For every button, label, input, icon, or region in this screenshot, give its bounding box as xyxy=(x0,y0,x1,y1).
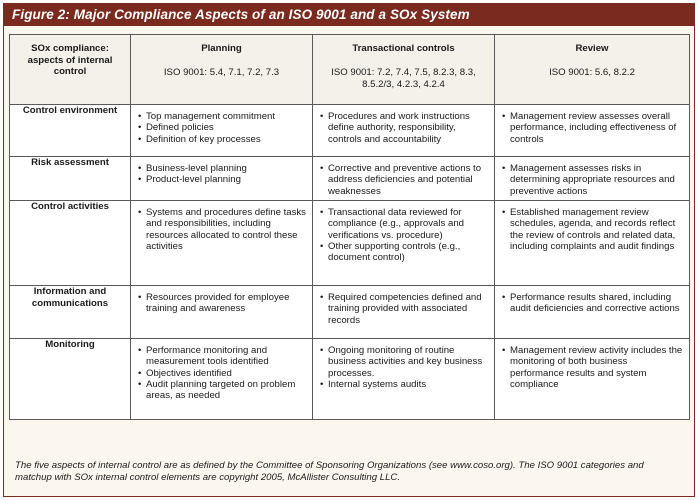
list-item: • Internal systems audits xyxy=(319,379,488,390)
list-item: • Transactional data reviewed for compliance (e.g., approvals and verifications vs. procedure) xyxy=(319,207,488,241)
header-transactional xyxy=(313,35,495,105)
list-item: • Other supporting controls (e.g., document control) xyxy=(319,241,488,264)
column-iso-planning: ISO 9001: 5.4, 7.1, 7.2, 7.3 xyxy=(163,67,280,79)
list-item: • Resources provided for employee training and awareness xyxy=(137,292,306,315)
table-row xyxy=(10,286,690,339)
transactional-cell xyxy=(313,201,495,286)
table-row xyxy=(10,157,690,201)
planning-cell xyxy=(131,339,313,420)
list-item: • Business-level planning xyxy=(137,163,306,174)
table-row xyxy=(10,105,690,157)
list-item: • Performance monitoring and measurement tools identified xyxy=(137,345,306,368)
list-item: • Ongoing monitoring of routine business activities and key business processes. xyxy=(319,345,488,379)
row-label: Risk assessment xyxy=(10,157,131,201)
list-item: • Definition of key processes xyxy=(137,134,306,145)
review-cell xyxy=(495,339,690,420)
header-review xyxy=(495,35,690,105)
list-item: • Performance results shared, including audit deficiencies and corrective actions xyxy=(501,292,683,315)
header-planning xyxy=(131,35,313,105)
row-label: Control environment xyxy=(10,105,131,157)
column-iso-transactional: ISO 9001: 7.2, 7.4, 7.5, 8.2.3, 8.3, 8.5.2/3, 4.2.3, 4.2.4 xyxy=(331,67,476,91)
column-title-transactional: Transactional controls xyxy=(352,43,455,54)
list-item: • Product-level planning xyxy=(137,174,306,185)
transactional-cell xyxy=(313,286,495,339)
header-row-label: SOx compliance: aspects of internal control xyxy=(27,43,113,77)
table-row xyxy=(10,339,690,420)
list-item: • Procedures and work instructions define authority, responsibility, controls and accountability xyxy=(319,111,488,145)
row-label: Control activities xyxy=(10,201,131,286)
column-iso-review: ISO 9001: 5.6, 8.2.2 xyxy=(549,67,635,79)
review-cell xyxy=(495,201,690,286)
column-title-review: Review xyxy=(575,43,609,54)
table-row xyxy=(10,201,690,286)
column-title-planning: Planning xyxy=(201,43,242,54)
table-header-row xyxy=(10,35,690,105)
planning-cell xyxy=(131,105,313,157)
list-item: • Systems and procedures define tasks and responsibilities, including resources allocated to control these activities xyxy=(137,207,306,252)
list-item: • Top management commitment xyxy=(137,111,306,122)
list-item: • Management assesses risks in determining appropriate resources and preventive actions xyxy=(501,163,683,197)
header-row-label-cell xyxy=(10,35,131,105)
figure-title: Figure 2: Major Compliance Aspects of an ISO 9001 and a SOx System xyxy=(4,4,694,26)
list-item: • Defined policies xyxy=(137,122,306,133)
list-item: • Required competencies defined and training provided with associated records xyxy=(319,292,488,326)
list-item: • Established management review schedules, agenda, and records reflect the review of controls and related data, including complaints and audit findings xyxy=(501,207,683,252)
list-item: • Corrective and preventive actions to address deficiencies and potential weaknesses xyxy=(319,163,488,197)
list-item: • Objectives identified xyxy=(137,368,306,379)
figure-container xyxy=(3,3,695,497)
transactional-cell xyxy=(313,105,495,157)
list-item: • Management review activity includes the monitoring of both business performance results and system compliance xyxy=(501,345,683,390)
planning-cell xyxy=(131,286,313,339)
planning-cell xyxy=(131,157,313,201)
transactional-cell xyxy=(313,157,495,201)
row-label: Monitoring xyxy=(10,339,131,420)
figure-footnote: The five aspects of internal control are as defined by the Committee of Sponsoring Organizations (see www.coso.org). The ISO 9001 categories and matchup with SOx internal control elements are copyright 2005, McAllister Consulting LLC. xyxy=(15,460,644,483)
review-cell xyxy=(495,157,690,201)
review-cell xyxy=(495,105,690,157)
list-item: • Management review assesses overall performance, including effectiveness of controls xyxy=(501,111,683,145)
transactional-cell xyxy=(313,339,495,420)
review-cell xyxy=(495,286,690,339)
compliance-table xyxy=(9,34,690,420)
list-item: • Audit planning targeted on problem areas, as needed xyxy=(137,379,306,402)
planning-cell xyxy=(131,201,313,286)
row-label: Information and communications xyxy=(10,286,131,339)
